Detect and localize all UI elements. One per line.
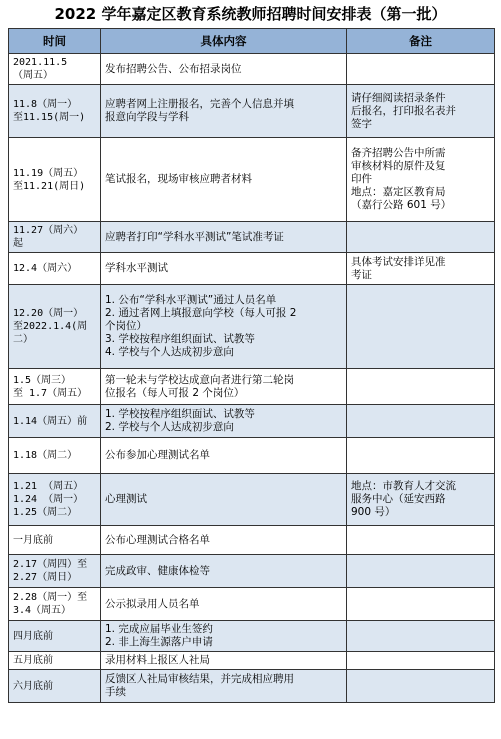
content-cell-line: 公布参加心理测试名单 (105, 449, 210, 461)
note-cell (347, 285, 495, 369)
time-cell (9, 621, 101, 652)
content-cell-line: 位报名（每人可报 2 个岗位） (105, 386, 245, 399)
time-cell-line: 六月底前 (13, 680, 53, 692)
content-cell-line: 公示拟录用人员名单 (105, 597, 200, 610)
note-cell (347, 253, 495, 285)
content-cell (101, 670, 347, 703)
table-row (9, 438, 495, 474)
content-cell-line: 3. 学校按程序组织面试、试教等 (105, 333, 255, 345)
content-cell-line: 1. 学校按程序组织面试、试教等 (105, 408, 255, 420)
note-cell-line: 请仔细阅读招录条件 (351, 91, 446, 104)
time-cell (9, 222, 101, 253)
note-cell-line: 具体考试安排详见准 (351, 255, 446, 268)
table-row (9, 85, 495, 138)
time-cell-line: 11.27（周六） (13, 225, 84, 236)
table-row (9, 652, 495, 670)
header-content: 具体内容 (101, 29, 347, 54)
time-cell-line: 一月底前 (13, 534, 53, 546)
time-cell (9, 438, 101, 474)
note-cell (347, 621, 495, 652)
time-cell (9, 369, 101, 405)
content-cell (101, 474, 347, 526)
content-cell-line: 1. 完成应届毕业生签约 (105, 623, 213, 635)
content-cell-line: 笔试报名，现场审核应聘者材料 (105, 173, 252, 185)
time-cell-line: 至 1.7（周五） (13, 387, 88, 399)
time-cell-line: 四月底前 (13, 630, 53, 642)
note-cell (347, 474, 495, 526)
content-cell-line: 应聘者网上注册报名，完善个人信息并填 (105, 98, 294, 110)
time-cell (9, 670, 101, 703)
time-cell-line: 12.20（周一） (13, 308, 84, 319)
content-cell (101, 253, 347, 285)
content-cell-line: 报意向学段与学科 (105, 111, 189, 123)
time-cell-line: 1.5（周三） (13, 374, 72, 386)
time-cell-line: 11.8（周一） (13, 99, 78, 110)
time-cell (9, 588, 101, 621)
time-cell-line: 2.28（周一）至 (13, 592, 88, 603)
note-cell (347, 588, 495, 621)
note-cell (347, 405, 495, 438)
content-cell (101, 85, 347, 138)
table-row (9, 222, 495, 253)
content-cell-line: 2. 通过者网上填报意向学校（每人可报 2 (105, 307, 297, 319)
time-cell-line: 12.4（周六） (13, 263, 78, 274)
content-cell (101, 369, 347, 405)
content-cell (101, 222, 347, 253)
content-cell-line: 心理测试 (105, 493, 147, 505)
time-cell-line: 1.25（周二） (13, 507, 78, 518)
table-row (9, 588, 495, 621)
time-cell-line: 2.17（周四）至 (13, 559, 88, 570)
time-cell-line: 起 (13, 238, 23, 249)
header-time: 时间 (9, 29, 101, 54)
content-cell (101, 438, 347, 474)
table-row (9, 621, 495, 652)
time-cell (9, 285, 101, 369)
content-cell-line: 学科水平测试 (105, 262, 168, 274)
time-cell (9, 555, 101, 588)
note-cell-line: 印件 (351, 173, 372, 185)
note-cell (347, 438, 495, 474)
content-cell (101, 285, 347, 369)
time-cell-line: 1.14（周五）前 (13, 415, 88, 427)
time-cell (9, 85, 101, 138)
content-cell (101, 54, 347, 85)
note-cell (347, 555, 495, 588)
time-cell-line: 至2022.1.4(周 (13, 321, 88, 332)
content-cell (101, 621, 347, 652)
note-cell-line: 地点：嘉定区教育局 (351, 186, 446, 198)
note-cell-line: 900 号） (351, 506, 396, 518)
note-cell (347, 54, 495, 85)
time-cell (9, 652, 101, 670)
time-cell-line: 1.18（周二） (13, 450, 78, 461)
note-cell-line: 审核材料的原件及复 (351, 160, 446, 172)
note-cell (347, 369, 495, 405)
content-cell-line: 个岗位） (105, 320, 147, 332)
time-cell-line: 2.27（周日） (13, 572, 78, 583)
content-cell-line: 录用材料上报区人社局 (105, 654, 210, 666)
note-cell (347, 222, 495, 253)
table-row (9, 54, 495, 85)
table-row (9, 670, 495, 703)
content-cell (101, 652, 347, 670)
note-cell-line: （嘉行公路 601 号） (351, 199, 452, 211)
time-cell-line: 3.4（周五） (13, 605, 72, 616)
content-cell-line: 发布招聘公告、公布招录岗位 (105, 62, 242, 75)
table-header-row (9, 29, 495, 54)
table-row (9, 285, 495, 369)
time-cell (9, 253, 101, 285)
content-cell (101, 138, 347, 222)
time-cell-line: 五月底前 (13, 655, 53, 666)
table-row (9, 474, 495, 526)
time-cell-line: 11.19（周五） (13, 167, 84, 179)
content-cell-line: 手续 (105, 686, 126, 698)
time-cell-line: 二） (13, 334, 33, 345)
content-cell (101, 588, 347, 621)
time-cell (9, 54, 101, 85)
content-cell-line: 反馈区人社局审核结果，并完成相应聘用 (105, 673, 294, 685)
content-cell-line: 2. 非上海生源落户申请 (105, 636, 213, 648)
note-cell (347, 652, 495, 670)
time-cell (9, 138, 101, 222)
time-cell-line: 1.24 （周一） (13, 494, 84, 505)
time-cell-line: 至11.21(周日) (13, 180, 86, 192)
table-row (9, 253, 495, 285)
note-cell-line: 服务中心（延安西路 (351, 493, 446, 505)
time-cell (9, 474, 101, 526)
content-cell-line: 1. 公布“学科水平测试”通过人员名单 (105, 294, 277, 306)
note-cell-line: 后报名，打印报名表并 (351, 104, 456, 117)
note-cell (347, 85, 495, 138)
content-cell-line: 第一轮未与学校达成意向者进行第二轮岗 (105, 373, 294, 386)
content-cell (101, 555, 347, 588)
content-cell-line: 2. 学校与个人达成初步意向 (105, 421, 234, 433)
content-cell-line: 公布心理测试合格名单 (105, 533, 210, 546)
content-cell-line: 应聘者打印“学科水平测试”笔试准考证 (105, 230, 284, 243)
content-cell (101, 526, 347, 555)
note-cell (347, 670, 495, 703)
note-cell-line: 签字 (351, 117, 372, 130)
table-body (9, 54, 495, 703)
time-cell-line: 2021.11.5 (13, 57, 68, 68)
schedule-table (8, 28, 495, 703)
table-row (9, 138, 495, 222)
time-cell-line: （周五） (13, 70, 53, 81)
note-cell (347, 138, 495, 222)
page-title: 2022 学年嘉定区教育系统教师招聘时间安排表（第一批） (54, 5, 447, 23)
time-cell (9, 405, 101, 438)
content-cell-line: 完成政审、健康体检等 (105, 564, 210, 577)
table-row (9, 405, 495, 438)
table-row (9, 369, 495, 405)
note-cell-line: 地点：市教育人才交流 (351, 480, 456, 492)
time-cell-line: 至11.15(周一) (13, 112, 86, 123)
time-cell (9, 526, 101, 555)
header-note: 备注 (347, 29, 495, 54)
note-cell-line: 备齐招聘公告中所需 (351, 147, 446, 159)
content-cell (101, 405, 347, 438)
note-cell-line: 考证 (351, 268, 372, 281)
note-cell (347, 526, 495, 555)
table-row (9, 526, 495, 555)
time-cell-line: 1.21 （周五） (13, 481, 84, 492)
content-cell-line: 4. 学校与个人达成初步意向 (105, 346, 234, 358)
table-row (9, 555, 495, 588)
